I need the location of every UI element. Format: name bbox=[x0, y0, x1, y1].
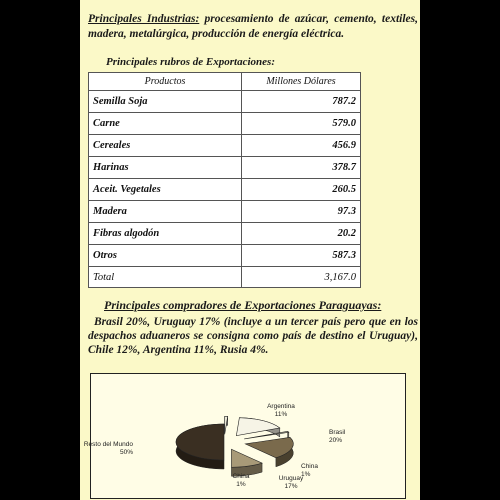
slice-label: China bbox=[232, 473, 250, 480]
buyers-text: Brasil 20%, Uruguay 17% (incluye a un tercer país pero que en los despachos aduaneros se consigna como país de destino el Uruguay), Chile 12%, Argentina 11%, Rusia 4%. bbox=[88, 316, 418, 356]
slice-label: Argentina bbox=[267, 403, 295, 410]
product-cell: Cereales bbox=[89, 135, 242, 157]
total-label: Total bbox=[89, 267, 242, 288]
product-cell: Harinas bbox=[89, 157, 242, 179]
slice-label: Resto del Mundo bbox=[83, 441, 133, 448]
value-cell: 579.0 bbox=[242, 113, 361, 135]
table-row bbox=[89, 157, 361, 179]
table-header-row bbox=[89, 73, 361, 91]
header-millions: Millones Dólares bbox=[242, 73, 361, 91]
slice-percent: 50% bbox=[119, 449, 133, 456]
product-cell: Aceit. Vegetales bbox=[89, 179, 242, 201]
value-cell: 787.2 bbox=[242, 91, 361, 113]
industries-label: Principales Industrias: bbox=[88, 13, 200, 25]
table-row bbox=[89, 223, 361, 245]
exports-table bbox=[88, 72, 361, 288]
exports-title: Principales rubros de Exportaciones: bbox=[106, 56, 275, 68]
table-row bbox=[89, 135, 361, 157]
slice-percent: 1% bbox=[236, 481, 246, 488]
table-row bbox=[89, 201, 361, 223]
value-cell: 378.7 bbox=[242, 157, 361, 179]
table-row bbox=[89, 245, 361, 267]
header-products: Productos bbox=[89, 73, 242, 91]
product-cell: Otros bbox=[89, 245, 242, 267]
buyers-title: Principales compradores de Exportaciones Paraguayas: bbox=[104, 298, 382, 312]
total-row bbox=[89, 267, 361, 288]
value-cell: 260.5 bbox=[242, 179, 361, 201]
slice-label: China bbox=[301, 463, 318, 470]
buyers-section bbox=[88, 298, 418, 357]
table-row bbox=[89, 91, 361, 113]
value-cell: 587.3 bbox=[242, 245, 361, 267]
product-cell: Carne bbox=[89, 113, 242, 135]
pie-chart bbox=[83, 374, 405, 498]
pie-slice bbox=[231, 449, 262, 467]
value-cell: 97.3 bbox=[242, 201, 361, 223]
table-row bbox=[89, 179, 361, 201]
slice-label: Uruguay bbox=[278, 475, 304, 482]
slice-percent: 17% bbox=[284, 483, 298, 490]
slice-percent: 1% bbox=[301, 471, 311, 478]
slice-percent: 11% bbox=[274, 411, 288, 418]
value-cell: 20.2 bbox=[242, 223, 361, 245]
table-row bbox=[89, 113, 361, 135]
total-value: 3,167.0 bbox=[242, 267, 361, 288]
industries-text: procesamiento de azúcar, cemento, textiles, madera, metalúrgica, producción de energía eléctrica. bbox=[88, 13, 418, 40]
slice-label: Brasil bbox=[329, 429, 346, 436]
industries-paragraph bbox=[88, 12, 418, 42]
value-cell: 456.9 bbox=[242, 135, 361, 157]
document-page bbox=[80, 0, 420, 500]
product-cell: Fibras algodón bbox=[89, 223, 242, 245]
pie-chart-frame bbox=[83, 373, 406, 499]
slice-percent: 20% bbox=[329, 437, 343, 444]
product-cell: Semilla Soja bbox=[89, 91, 242, 113]
product-cell: Madera bbox=[89, 201, 242, 223]
